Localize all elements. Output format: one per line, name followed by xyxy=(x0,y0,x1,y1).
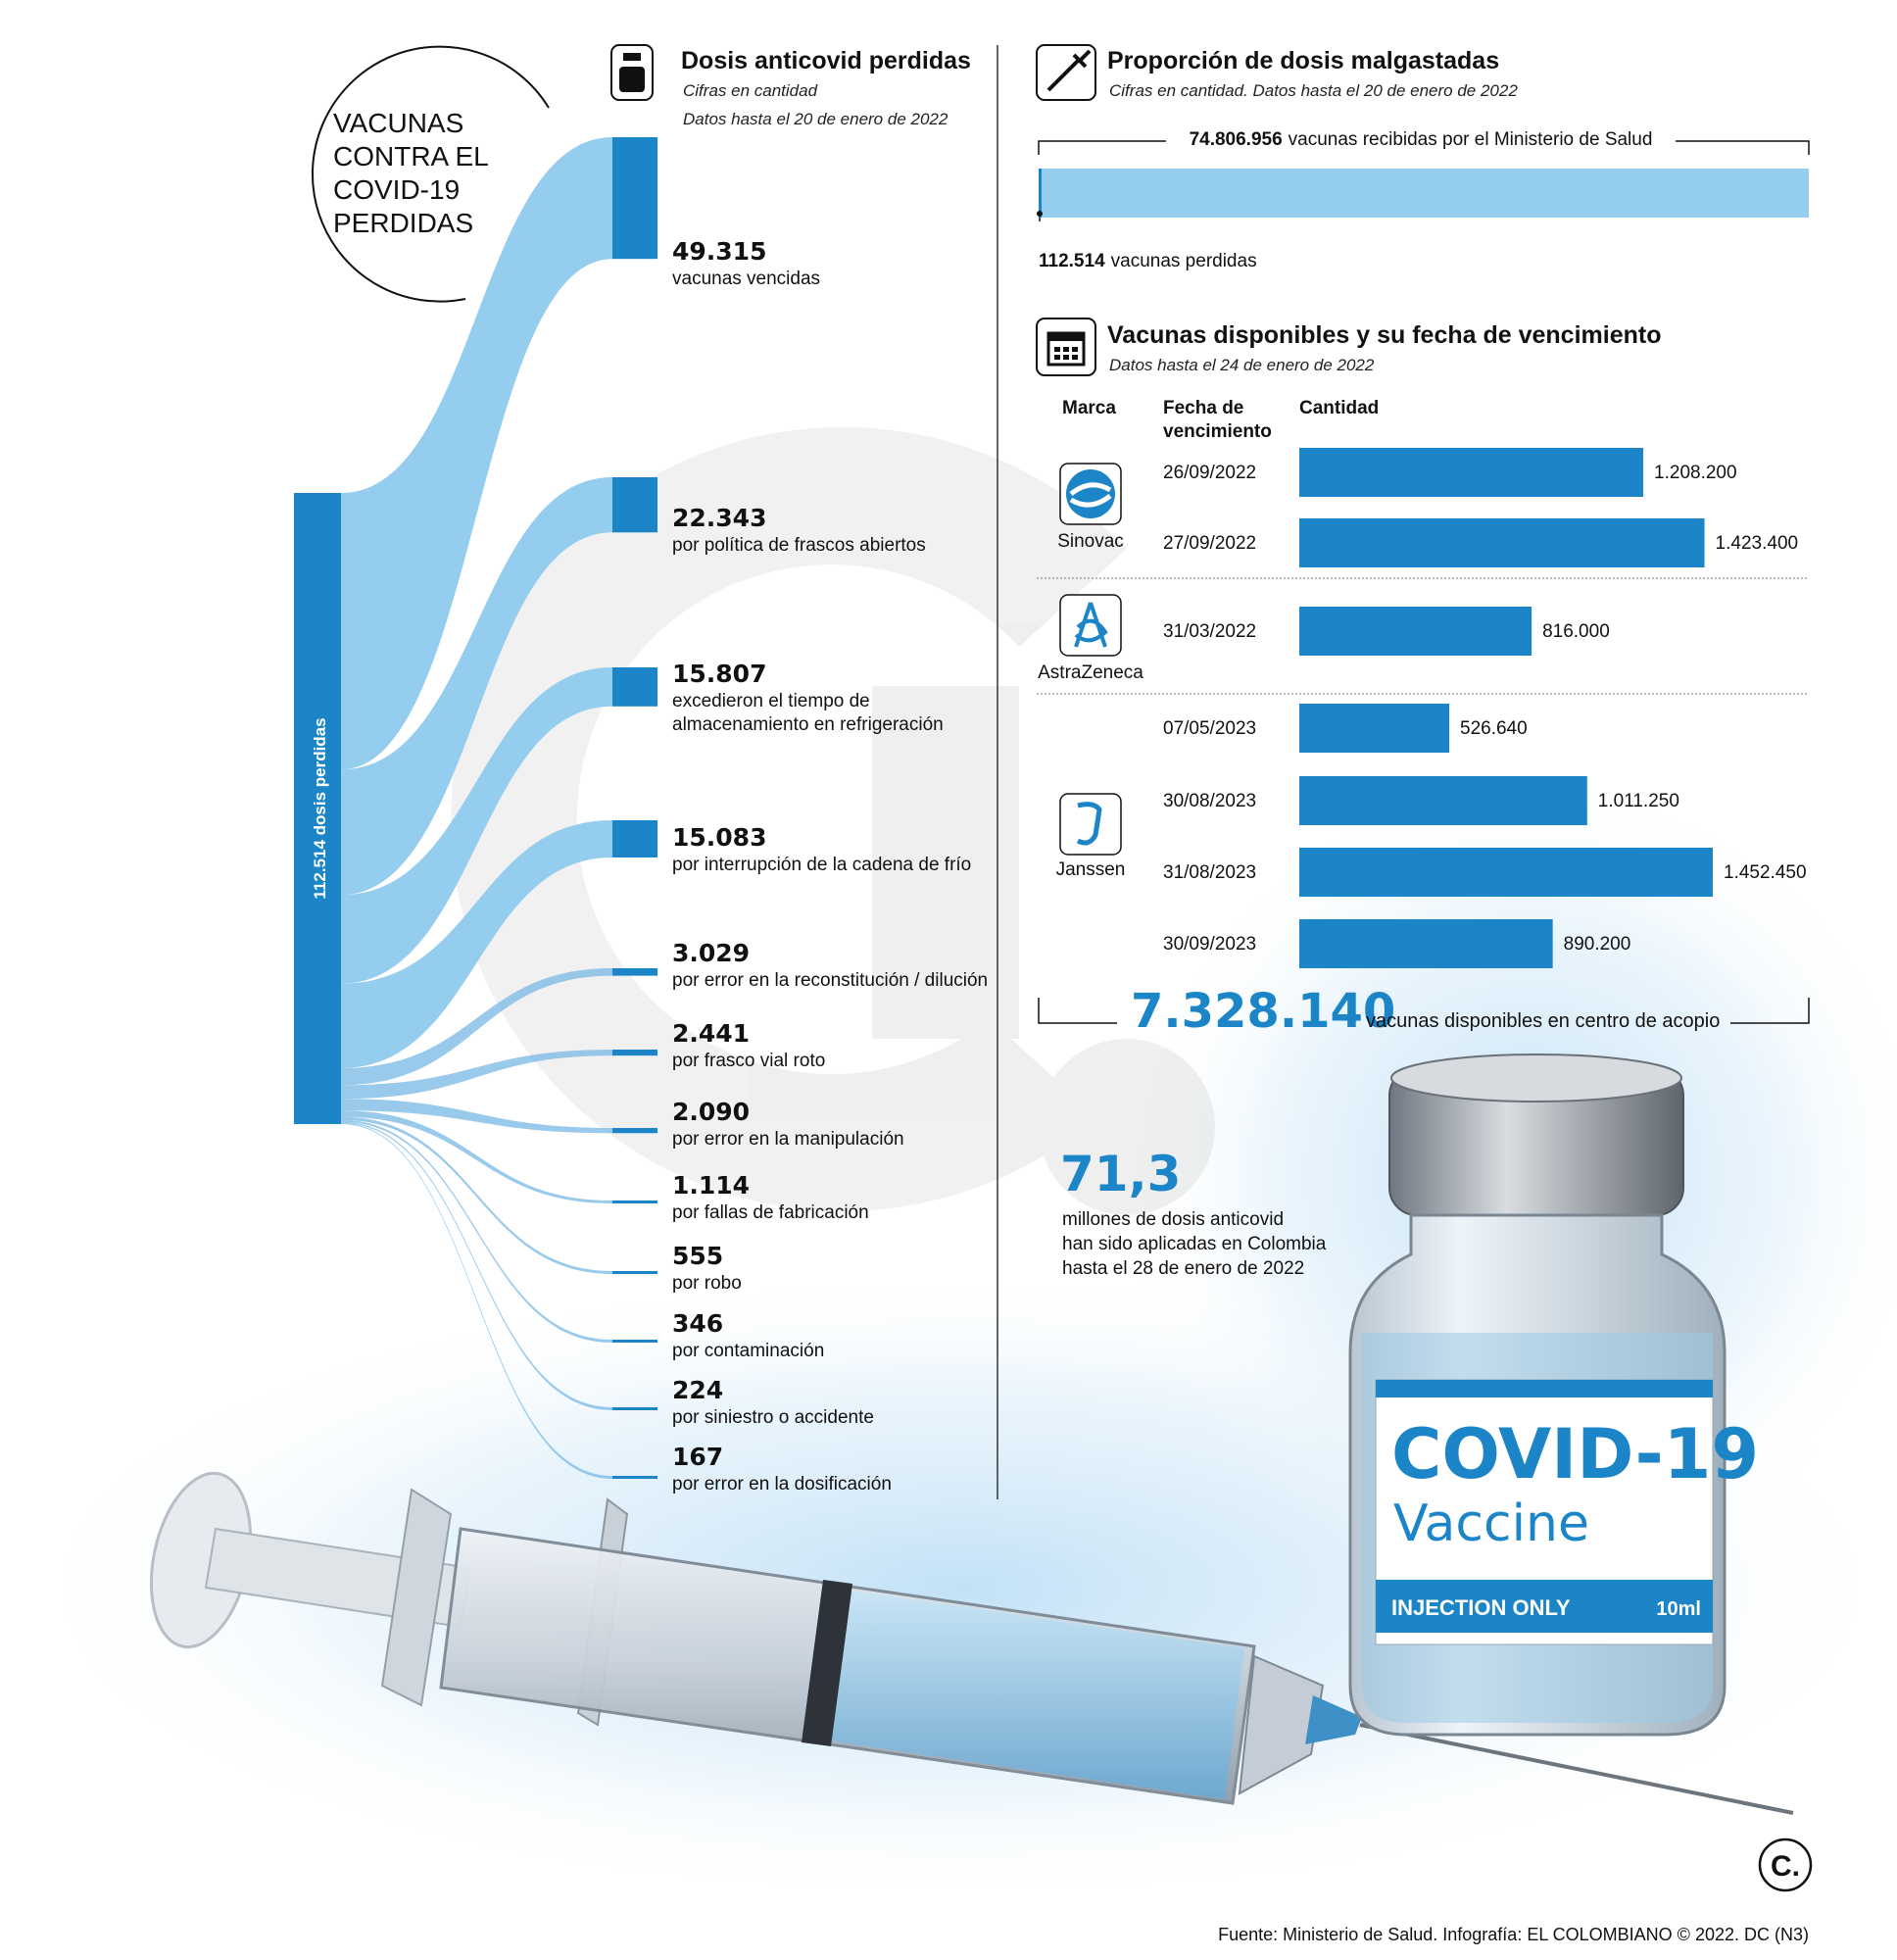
sankey-target-bar xyxy=(612,968,657,976)
sankey-value-label: 346 xyxy=(672,1309,724,1338)
sankey-category-label: por frasco vial roto xyxy=(672,1051,826,1071)
brand-logo-text: C. xyxy=(1771,1850,1800,1883)
sankey-category-label: por política de frascos abiertos xyxy=(672,535,926,556)
sankey-target-bar xyxy=(612,1050,657,1055)
availability-value-label: 1.011.250 xyxy=(1597,791,1679,811)
footer-source: Fuente: Ministerio de Salud. Infografía: EL COLOMBIANO © 2022. DC (N3) xyxy=(1218,1925,1809,1944)
sankey-value-label: 2.090 xyxy=(672,1098,751,1126)
sankey-target-bar xyxy=(612,1271,657,1274)
expiry-date: 27/09/2022 xyxy=(1163,533,1257,554)
received-caption: 74.806.956 vacunas recibidas por el Ministerio de Salud xyxy=(1189,129,1653,150)
availability-bar xyxy=(1299,919,1553,968)
vial-label-volume: 10ml xyxy=(1656,1598,1701,1620)
sankey-category-label: por siniestro o accidente xyxy=(672,1407,874,1428)
sankey-category-label: por error en la manipulación xyxy=(672,1129,904,1150)
availability-bar xyxy=(1299,607,1532,656)
applied-line: millones de dosis anticovid xyxy=(1062,1209,1285,1230)
lost-title: Dosis anticovid perdidas xyxy=(681,47,971,74)
lost-section-header xyxy=(611,45,971,128)
expiry-date: 26/09/2022 xyxy=(1163,463,1257,483)
sankey-target-bar xyxy=(612,1407,657,1410)
availability-bar xyxy=(1299,776,1587,825)
sankey-target-bar xyxy=(612,477,657,532)
sankey-category-label: por error en la dosificación xyxy=(672,1474,892,1494)
availability-value-label: 1.452.450 xyxy=(1724,862,1807,883)
availability-value-label: 526.640 xyxy=(1460,718,1528,739)
sankey-value-label: 1.114 xyxy=(672,1171,751,1200)
brand-sinovac: Sinovac xyxy=(1057,531,1124,552)
sankey-value-label: 555 xyxy=(672,1242,724,1270)
sankey-value-label: 22.343 xyxy=(672,504,767,532)
lost-marker-dot xyxy=(1037,211,1043,217)
col-brand: Marca xyxy=(1062,398,1116,418)
sankey-value-label: 15.083 xyxy=(672,823,767,852)
bar-lost xyxy=(1039,169,1042,218)
lost-subtitle-date: Datos hasta el 20 de enero de 2022 xyxy=(683,110,948,128)
sankey-target-bar xyxy=(612,1200,657,1203)
sankey-category-label: por interrupción de la cadena de frío xyxy=(672,855,972,875)
expiry-date: 07/05/2023 xyxy=(1163,718,1257,739)
vial-label-line1: COVID-19 xyxy=(1391,1414,1760,1494)
availability-value-label: 816.000 xyxy=(1542,621,1610,642)
sankey-value-label: 3.029 xyxy=(672,939,751,967)
expiry-date: 31/03/2022 xyxy=(1163,621,1257,642)
sankey-target-bar xyxy=(612,1128,657,1133)
available-total: 7.328.140 xyxy=(1131,984,1396,1039)
sankey-flow xyxy=(341,1117,612,1274)
applied-value: 71,3 xyxy=(1060,1146,1182,1202)
availability-bar xyxy=(1299,704,1449,753)
lost-caption: 112.514 vacunas perdidas xyxy=(1039,251,1257,271)
available-subtitle: Datos hasta el 24 de enero de 2022 xyxy=(1109,356,1375,374)
applied-line: hasta el 28 de enero de 2022 xyxy=(1062,1258,1305,1279)
vial-label-line2: Vaccine xyxy=(1393,1494,1589,1553)
sankey-value-label: 2.441 xyxy=(672,1019,751,1048)
availability-value-label: 890.200 xyxy=(1563,934,1631,955)
available-title: Vacunas disponibles y su fecha de vencimiento xyxy=(1107,321,1662,349)
col-date: Fecha de vencimiento xyxy=(1163,398,1272,442)
sankey-target-bar xyxy=(612,1476,657,1479)
sankey-category-label: excedieron el tiempo de xyxy=(672,691,870,711)
sankey-target-bar xyxy=(612,137,657,259)
vial-label-injection: INJECTION ONLY xyxy=(1391,1595,1571,1620)
availability-bar xyxy=(1299,518,1705,567)
col-qty: Cantidad xyxy=(1299,398,1380,418)
sankey-category-label: por error en la reconstitución / dilución xyxy=(672,970,989,991)
availability-value-label: 1.423.400 xyxy=(1715,533,1799,554)
sankey-category-label: por fallas de fabricación xyxy=(672,1202,869,1223)
brand-janssen: Janssen xyxy=(1055,859,1126,880)
sankey-category-label: por robo xyxy=(672,1273,742,1294)
sankey-value-label: 15.807 xyxy=(672,660,767,688)
proportion-title: Proporción de dosis malgastadas xyxy=(1107,47,1500,74)
sankey-total-label: 112.514 dosis perdidas xyxy=(311,717,329,900)
sankey-value-label: 224 xyxy=(672,1376,724,1404)
sankey-category-label: almacenamiento en refrigeración xyxy=(672,714,944,735)
applied-line: han sido aplicadas en Colombia xyxy=(1062,1234,1327,1254)
sankey-target-bar xyxy=(612,667,657,707)
availability-bar xyxy=(1299,448,1643,497)
sankey-value-label: 49.315 xyxy=(672,237,767,266)
proportion-bars xyxy=(1037,169,1809,221)
lost-subtitle: Cifras en cantidad xyxy=(683,81,818,100)
available-total-label: vacunas disponibles en centro de acopio xyxy=(1366,1010,1721,1032)
expiry-date: 30/08/2023 xyxy=(1163,791,1257,811)
sankey-target-bar xyxy=(612,1340,657,1343)
sankey-category-label: vacunas vencidas xyxy=(672,269,821,289)
proportion-section xyxy=(1037,45,1809,271)
headline-text: VACUNAS CONTRA EL COVID-19 PERDIDAS xyxy=(333,108,489,238)
availability-bar xyxy=(1299,848,1713,897)
proportion-subtitle: Cifras en cantidad. Datos hasta el 20 de enero de 2022 xyxy=(1109,81,1518,100)
expiry-date: 31/08/2023 xyxy=(1163,862,1257,883)
bar-received xyxy=(1039,169,1809,218)
sankey-value-label: 167 xyxy=(672,1443,724,1471)
brand-astrazeneca: AstraZeneca xyxy=(1038,662,1143,683)
sankey-category-label: por contaminación xyxy=(672,1341,825,1361)
sankey-target-bar xyxy=(612,820,657,858)
expiry-date: 30/09/2023 xyxy=(1163,934,1257,955)
availability-value-label: 1.208.200 xyxy=(1654,463,1737,483)
